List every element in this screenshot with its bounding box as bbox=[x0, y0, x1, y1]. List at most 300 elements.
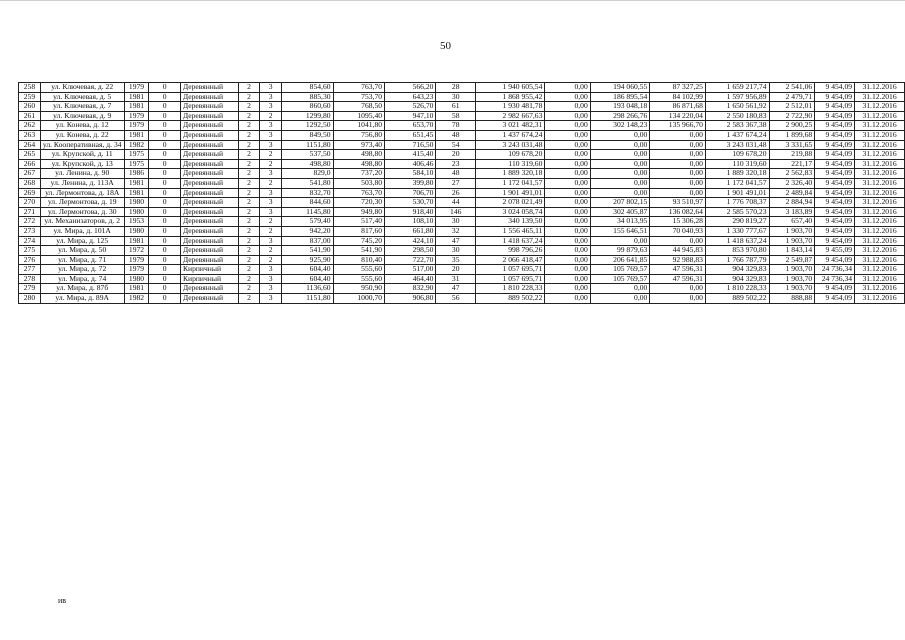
unit-cost-cell: 1 903,70 bbox=[769, 236, 815, 246]
total-cost-cell: 2 982 667,63 bbox=[475, 111, 544, 121]
year-cell: 1979 bbox=[124, 265, 149, 275]
completion-date-cell: 31.12.2016 bbox=[855, 188, 905, 198]
year-cell: 1972 bbox=[124, 246, 149, 256]
funding-4-cell: 904 329,83 bbox=[705, 274, 769, 284]
address-cell: ул. Лермонтова, д. 19 bbox=[40, 198, 124, 208]
funding-1-cell: 0,00 bbox=[545, 207, 590, 217]
living-area-cell: 517,40 bbox=[333, 217, 385, 227]
wall-material-cell: Деревянный bbox=[180, 92, 238, 102]
unit-cost-cell: 1 843,14 bbox=[769, 246, 815, 256]
living-area-cell: 503,80 bbox=[333, 178, 385, 188]
funding-1-cell: 0,00 bbox=[545, 255, 590, 265]
housing-registry-table bbox=[18, 82, 905, 304]
max-cost-cell: 9 454,09 bbox=[815, 169, 855, 179]
max-cost-cell: 24 736,34 bbox=[815, 265, 855, 275]
wall-material-cell: Деревянный bbox=[180, 217, 238, 227]
flag-cell: 0 bbox=[149, 178, 180, 188]
unit-cost-cell: 3 331,65 bbox=[769, 140, 815, 150]
residents-cell: 47 bbox=[436, 236, 475, 246]
unit-cost-cell: 888,88 bbox=[769, 294, 815, 304]
funding-4-cell: 110 319,60 bbox=[705, 159, 769, 169]
max-cost-cell: 9 454,09 bbox=[815, 207, 855, 217]
year-cell: 1953 bbox=[124, 217, 149, 227]
residential-area-cell: 108,10 bbox=[385, 217, 436, 227]
address-cell: ул. Мира, д. 87б bbox=[40, 284, 124, 294]
year-cell: 1982 bbox=[124, 294, 149, 304]
funding-4-cell: 2 550 180,83 bbox=[705, 111, 769, 121]
funding-4-cell: 290 819,27 bbox=[705, 217, 769, 227]
funding-3-cell: 0,00 bbox=[650, 294, 706, 304]
total-area-cell: 849,50 bbox=[282, 130, 334, 140]
completion-date-cell: 31.12.2016 bbox=[855, 83, 905, 93]
funding-3-cell: 92 988,83 bbox=[650, 255, 706, 265]
funding-3-cell: 86 871,68 bbox=[650, 102, 706, 112]
floors-cell: 2 bbox=[238, 294, 260, 304]
flag-cell: 0 bbox=[149, 111, 180, 121]
funding-3-cell: 0,00 bbox=[650, 236, 706, 246]
address-cell: ул. Конева, д. 12 bbox=[40, 121, 124, 131]
floors-cell: 2 bbox=[238, 188, 260, 198]
total-area-cell: 1136,60 bbox=[282, 284, 334, 294]
funding-1-cell: 0,00 bbox=[545, 140, 590, 150]
completion-date-cell: 31.12.2016 bbox=[855, 226, 905, 236]
table-row bbox=[19, 188, 905, 198]
total-area-cell: 844,60 bbox=[282, 198, 334, 208]
completion-date-cell: 31.12.2016 bbox=[855, 111, 905, 121]
residents-cell: 146 bbox=[436, 207, 475, 217]
total-cost-cell: 3 024 058,74 bbox=[475, 207, 544, 217]
entrances-cell: 3 bbox=[260, 236, 282, 246]
residents-cell: 31 bbox=[436, 274, 475, 284]
row-number-cell: 265 bbox=[19, 150, 41, 160]
floors-cell: 2 bbox=[238, 265, 260, 275]
flag-cell: 0 bbox=[149, 265, 180, 275]
table-row bbox=[19, 121, 905, 131]
living-area-cell: 1095,40 bbox=[333, 111, 385, 121]
address-cell: ул. Мира, д. 101А bbox=[40, 226, 124, 236]
living-area-cell: 949,80 bbox=[333, 207, 385, 217]
row-number-cell: 270 bbox=[19, 198, 41, 208]
table-row bbox=[19, 92, 905, 102]
residents-cell: 23 bbox=[436, 159, 475, 169]
funding-2-cell: 0,00 bbox=[590, 159, 650, 169]
row-number-cell: 272 bbox=[19, 217, 41, 227]
funding-1-cell: 0,00 bbox=[545, 265, 590, 275]
floors-cell: 2 bbox=[238, 246, 260, 256]
funding-4-cell: 1 901 491,01 bbox=[705, 188, 769, 198]
wall-material-cell: Деревянный bbox=[180, 111, 238, 121]
living-area-cell: 720,30 bbox=[333, 198, 385, 208]
wall-material-cell: Деревянный bbox=[180, 188, 238, 198]
total-cost-cell: 1 889 320,18 bbox=[475, 169, 544, 179]
entrances-cell: 3 bbox=[260, 140, 282, 150]
floors-cell: 2 bbox=[238, 169, 260, 179]
total-area-cell: 1151,80 bbox=[282, 140, 334, 150]
funding-2-cell: 0,00 bbox=[590, 140, 650, 150]
completion-date-cell: 31.12.2016 bbox=[855, 150, 905, 160]
row-number-cell: 262 bbox=[19, 121, 41, 131]
completion-date-cell: 31.12.2016 bbox=[855, 255, 905, 265]
floors-cell: 2 bbox=[238, 130, 260, 140]
funding-1-cell: 0,00 bbox=[545, 150, 590, 160]
entrances-cell: 3 bbox=[260, 265, 282, 275]
funding-1-cell: 0,00 bbox=[545, 284, 590, 294]
funding-4-cell: 109 678,20 bbox=[705, 150, 769, 160]
living-area-cell: 555,60 bbox=[333, 265, 385, 275]
table-row bbox=[19, 255, 905, 265]
funding-2-cell: 302 148,23 bbox=[590, 121, 650, 131]
entrances-cell: 3 bbox=[260, 130, 282, 140]
total-area-cell: 1151,80 bbox=[282, 294, 334, 304]
unit-cost-cell: 2 541,06 bbox=[769, 83, 815, 93]
table-row bbox=[19, 274, 905, 284]
residents-cell: 28 bbox=[436, 83, 475, 93]
unit-cost-cell: 657,40 bbox=[769, 217, 815, 227]
total-cost-cell: 1 810 228,33 bbox=[475, 284, 544, 294]
table-row bbox=[19, 83, 905, 93]
funding-3-cell: 0,00 bbox=[650, 150, 706, 160]
flag-cell: 0 bbox=[149, 102, 180, 112]
wall-material-cell: Деревянный bbox=[180, 121, 238, 131]
funding-1-cell: 0,00 bbox=[545, 274, 590, 284]
unit-cost-cell: 1 903,70 bbox=[769, 226, 815, 236]
total-area-cell: 925,90 bbox=[282, 255, 334, 265]
wall-material-cell: Деревянный bbox=[180, 284, 238, 294]
scan-top-edge bbox=[0, 0, 905, 1]
completion-date-cell: 31.12.2016 bbox=[855, 169, 905, 179]
total-area-cell: 541,80 bbox=[282, 178, 334, 188]
max-cost-cell: 9 454,09 bbox=[815, 102, 855, 112]
entrances-cell: 3 bbox=[260, 207, 282, 217]
residents-cell: 58 bbox=[436, 111, 475, 121]
residential-area-cell: 424,10 bbox=[385, 236, 436, 246]
floors-cell: 2 bbox=[238, 150, 260, 160]
living-area-cell: 1000,70 bbox=[333, 294, 385, 304]
funding-3-cell: 0,00 bbox=[650, 169, 706, 179]
residential-area-cell: 716,50 bbox=[385, 140, 436, 150]
floors-cell: 2 bbox=[238, 159, 260, 169]
total-cost-cell: 1 418 637,24 bbox=[475, 236, 544, 246]
address-cell: ул. Ленина, д. 113А bbox=[40, 178, 124, 188]
floors-cell: 2 bbox=[238, 121, 260, 131]
wall-material-cell: Деревянный bbox=[180, 207, 238, 217]
completion-date-cell: 31.12.2016 bbox=[855, 207, 905, 217]
entrances-cell: 2 bbox=[260, 226, 282, 236]
total-area-cell: 1292,50 bbox=[282, 121, 334, 131]
residents-cell: 26 bbox=[436, 188, 475, 198]
entrances-cell: 3 bbox=[260, 83, 282, 93]
flag-cell: 0 bbox=[149, 274, 180, 284]
residents-cell: 56 bbox=[436, 294, 475, 304]
table-row bbox=[19, 246, 905, 256]
max-cost-cell: 9 454,09 bbox=[815, 140, 855, 150]
max-cost-cell: 9 454,09 bbox=[815, 284, 855, 294]
year-cell: 1980 bbox=[124, 207, 149, 217]
row-number-cell: 267 bbox=[19, 169, 41, 179]
row-number-cell: 266 bbox=[19, 159, 41, 169]
residents-cell: 20 bbox=[436, 265, 475, 275]
max-cost-cell: 9 454,09 bbox=[815, 236, 855, 246]
row-number-cell: 279 bbox=[19, 284, 41, 294]
residential-area-cell: 415,40 bbox=[385, 150, 436, 160]
total-cost-cell: 1 437 674,24 bbox=[475, 130, 544, 140]
wall-material-cell: Деревянный bbox=[180, 226, 238, 236]
funding-2-cell: 207 802,15 bbox=[590, 198, 650, 208]
living-area-cell: 973,40 bbox=[333, 140, 385, 150]
completion-date-cell: 31.12.2016 bbox=[855, 178, 905, 188]
funding-3-cell: 15 306,28 bbox=[650, 217, 706, 227]
living-area-cell: 810,40 bbox=[333, 255, 385, 265]
funding-2-cell: 194 060,55 bbox=[590, 83, 650, 93]
row-number-cell: 271 bbox=[19, 207, 41, 217]
total-area-cell: 860,60 bbox=[282, 102, 334, 112]
total-cost-cell: 1 940 605,54 bbox=[475, 83, 544, 93]
address-cell: ул. Мира, д. 72 bbox=[40, 265, 124, 275]
funding-4-cell: 1 172 041,57 bbox=[705, 178, 769, 188]
residents-cell: 30 bbox=[436, 217, 475, 227]
funding-2-cell: 186 895,54 bbox=[590, 92, 650, 102]
total-area-cell: 832,70 bbox=[282, 188, 334, 198]
address-cell: ул. Крупской, д. 13 bbox=[40, 159, 124, 169]
residential-area-cell: 643,23 bbox=[385, 92, 436, 102]
funding-4-cell: 1 766 787,79 bbox=[705, 255, 769, 265]
row-number-cell: 278 bbox=[19, 274, 41, 284]
address-cell: ул. Механизаторов, д. 2 bbox=[40, 217, 124, 227]
table-row bbox=[19, 159, 905, 169]
residential-area-cell: 464,40 bbox=[385, 274, 436, 284]
year-cell: 1979 bbox=[124, 83, 149, 93]
funding-3-cell: 0,00 bbox=[650, 140, 706, 150]
funding-2-cell: 298 266,76 bbox=[590, 111, 650, 121]
address-cell: ул. Ключевая, д. 5 bbox=[40, 92, 124, 102]
funding-3-cell: 87 327,25 bbox=[650, 83, 706, 93]
row-number-cell: 275 bbox=[19, 246, 41, 256]
unit-cost-cell: 2 562,83 bbox=[769, 169, 815, 179]
entrances-cell: 3 bbox=[260, 274, 282, 284]
completion-date-cell: 31.12.2016 bbox=[855, 198, 905, 208]
entrances-cell: 2 bbox=[260, 217, 282, 227]
flag-cell: 0 bbox=[149, 236, 180, 246]
residents-cell: 44 bbox=[436, 198, 475, 208]
year-cell: 1981 bbox=[124, 178, 149, 188]
unit-cost-cell: 2 489,84 bbox=[769, 188, 815, 198]
flag-cell: 0 bbox=[149, 83, 180, 93]
total-cost-cell: 1 930 481,78 bbox=[475, 102, 544, 112]
max-cost-cell: 9 454,09 bbox=[815, 188, 855, 198]
wall-material-cell: Кирпичный bbox=[180, 265, 238, 275]
flag-cell: 0 bbox=[149, 284, 180, 294]
address-cell: ул. Кооперативная, д. 34 bbox=[40, 140, 124, 150]
completion-date-cell: 31.12.2016 bbox=[855, 284, 905, 294]
total-cost-cell: 340 139,50 bbox=[475, 217, 544, 227]
unit-cost-cell: 1 903,70 bbox=[769, 265, 815, 275]
unit-cost-cell: 219,88 bbox=[769, 150, 815, 160]
funding-1-cell: 0,00 bbox=[545, 246, 590, 256]
unit-cost-cell: 221,17 bbox=[769, 159, 815, 169]
completion-date-cell: 31.12.2016 bbox=[855, 121, 905, 131]
flag-cell: 0 bbox=[149, 140, 180, 150]
floors-cell: 2 bbox=[238, 198, 260, 208]
funding-2-cell: 105 769,57 bbox=[590, 265, 650, 275]
table-row bbox=[19, 236, 905, 246]
funding-3-cell: 47 596,31 bbox=[650, 274, 706, 284]
living-area-cell: 763,70 bbox=[333, 83, 385, 93]
row-number-cell: 274 bbox=[19, 236, 41, 246]
total-area-cell: 604,40 bbox=[282, 274, 334, 284]
floors-cell: 2 bbox=[238, 111, 260, 121]
total-cost-cell: 1 556 465,11 bbox=[475, 226, 544, 236]
row-number-cell: 268 bbox=[19, 178, 41, 188]
max-cost-cell: 9 454,09 bbox=[815, 92, 855, 102]
unit-cost-cell: 2 512,01 bbox=[769, 102, 815, 112]
entrances-cell: 3 bbox=[260, 92, 282, 102]
funding-4-cell: 1 776 708,37 bbox=[705, 198, 769, 208]
entrances-cell: 2 bbox=[260, 246, 282, 256]
living-area-cell: 768,50 bbox=[333, 102, 385, 112]
funding-2-cell: 34 013,95 bbox=[590, 217, 650, 227]
residential-area-cell: 298,50 bbox=[385, 246, 436, 256]
max-cost-cell: 24 736,34 bbox=[815, 274, 855, 284]
living-area-cell: 498,80 bbox=[333, 159, 385, 169]
funding-4-cell: 1 650 561,92 bbox=[705, 102, 769, 112]
year-cell: 1981 bbox=[124, 102, 149, 112]
flag-cell: 0 bbox=[149, 188, 180, 198]
entrances-cell: 3 bbox=[260, 294, 282, 304]
funding-3-cell: 0,00 bbox=[650, 188, 706, 198]
address-cell: ул. Мира, д. 89А bbox=[40, 294, 124, 304]
total-cost-cell: 1 057 695,71 bbox=[475, 274, 544, 284]
funding-2-cell: 302 405,87 bbox=[590, 207, 650, 217]
entrances-cell: 3 bbox=[260, 284, 282, 294]
year-cell: 1981 bbox=[124, 92, 149, 102]
funding-2-cell: 0,00 bbox=[590, 294, 650, 304]
flag-cell: 0 bbox=[149, 255, 180, 265]
funding-4-cell: 904 329,83 bbox=[705, 265, 769, 275]
funding-1-cell: 0,00 bbox=[545, 198, 590, 208]
year-cell: 1986 bbox=[124, 169, 149, 179]
funding-1-cell: 0,00 bbox=[545, 159, 590, 169]
funding-2-cell: 0,00 bbox=[590, 284, 650, 294]
table-row bbox=[19, 294, 905, 304]
entrances-cell: 2 bbox=[260, 178, 282, 188]
flag-cell: 0 bbox=[149, 226, 180, 236]
unit-cost-cell: 2 722,90 bbox=[769, 111, 815, 121]
max-cost-cell: 9 454,09 bbox=[815, 111, 855, 121]
unit-cost-cell: 2 900,25 bbox=[769, 121, 815, 131]
completion-date-cell: 31.12.2016 bbox=[855, 92, 905, 102]
residents-cell: 61 bbox=[436, 102, 475, 112]
total-cost-cell: 1 868 955,42 bbox=[475, 92, 544, 102]
total-cost-cell: 2 066 418,47 bbox=[475, 255, 544, 265]
unit-cost-cell: 1 903,70 bbox=[769, 274, 815, 284]
address-cell: ул. Ключевая, д. 7 bbox=[40, 102, 124, 112]
funding-2-cell: 0,00 bbox=[590, 169, 650, 179]
funding-2-cell: 155 646,51 bbox=[590, 226, 650, 236]
funding-4-cell: 853 970,80 bbox=[705, 246, 769, 256]
residents-cell: 47 bbox=[436, 284, 475, 294]
flag-cell: 0 bbox=[149, 217, 180, 227]
floors-cell: 2 bbox=[238, 207, 260, 217]
residential-area-cell: 832,90 bbox=[385, 284, 436, 294]
living-area-cell: 745,20 bbox=[333, 236, 385, 246]
wall-material-cell: Деревянный bbox=[180, 140, 238, 150]
entrances-cell: 3 bbox=[260, 169, 282, 179]
unit-cost-cell: 1 899,68 bbox=[769, 130, 815, 140]
floors-cell: 2 bbox=[238, 255, 260, 265]
table-row bbox=[19, 140, 905, 150]
table-row bbox=[19, 111, 905, 121]
living-area-cell: 541,90 bbox=[333, 246, 385, 256]
row-number-cell: 273 bbox=[19, 226, 41, 236]
year-cell: 1982 bbox=[124, 140, 149, 150]
table-row bbox=[19, 217, 905, 227]
year-cell: 1975 bbox=[124, 150, 149, 160]
funding-4-cell: 1 810 228,33 bbox=[705, 284, 769, 294]
max-cost-cell: 9 454,09 bbox=[815, 226, 855, 236]
funding-1-cell: 0,00 bbox=[545, 102, 590, 112]
table-row bbox=[19, 130, 905, 140]
address-cell: ул. Конева, д. 22 bbox=[40, 130, 124, 140]
total-area-cell: 1299,80 bbox=[282, 111, 334, 121]
funding-1-cell: 0,00 bbox=[545, 217, 590, 227]
residential-area-cell: 661,80 bbox=[385, 226, 436, 236]
wall-material-cell: Деревянный bbox=[180, 236, 238, 246]
address-cell: ул. Ключевая, д. 22 bbox=[40, 83, 124, 93]
flag-cell: 0 bbox=[149, 159, 180, 169]
completion-date-cell: 31.12.2016 bbox=[855, 140, 905, 150]
funding-4-cell: 1 597 956,89 bbox=[705, 92, 769, 102]
entrances-cell: 3 bbox=[260, 198, 282, 208]
funding-3-cell: 135 966,70 bbox=[650, 121, 706, 131]
funding-3-cell: 44 945,83 bbox=[650, 246, 706, 256]
wall-material-cell: Деревянный bbox=[180, 83, 238, 93]
funding-2-cell: 206 641,85 bbox=[590, 255, 650, 265]
wall-material-cell: Деревянный bbox=[180, 102, 238, 112]
wall-material-cell: Деревянный bbox=[180, 178, 238, 188]
entrances-cell: 3 bbox=[260, 188, 282, 198]
funding-4-cell: 2 583 367,38 bbox=[705, 121, 769, 131]
year-cell: 1979 bbox=[124, 255, 149, 265]
flag-cell: 0 bbox=[149, 198, 180, 208]
wall-material-cell: Деревянный bbox=[180, 294, 238, 304]
funding-3-cell: 0,00 bbox=[650, 284, 706, 294]
year-cell: 1979 bbox=[124, 121, 149, 131]
table-row bbox=[19, 265, 905, 275]
year-cell: 1981 bbox=[124, 284, 149, 294]
total-area-cell: 885,30 bbox=[282, 92, 334, 102]
max-cost-cell: 9 454,09 bbox=[815, 121, 855, 131]
table-row bbox=[19, 226, 905, 236]
table-row bbox=[19, 207, 905, 217]
total-cost-cell: 998 796,26 bbox=[475, 246, 544, 256]
residential-area-cell: 406,46 bbox=[385, 159, 436, 169]
wall-material-cell: Деревянный bbox=[180, 246, 238, 256]
unit-cost-cell: 2 479,71 bbox=[769, 92, 815, 102]
residential-area-cell: 651,45 bbox=[385, 130, 436, 140]
row-number-cell: 263 bbox=[19, 130, 41, 140]
wall-material-cell: Деревянный bbox=[180, 159, 238, 169]
funding-4-cell: 2 585 570,23 bbox=[705, 207, 769, 217]
residents-cell: 78 bbox=[436, 121, 475, 131]
flag-cell: 0 bbox=[149, 294, 180, 304]
residents-cell: 48 bbox=[436, 130, 475, 140]
residential-area-cell: 947,10 bbox=[385, 111, 436, 121]
funding-4-cell: 889 502,22 bbox=[705, 294, 769, 304]
funding-1-cell: 0,00 bbox=[545, 294, 590, 304]
funding-3-cell: 93 510,97 bbox=[650, 198, 706, 208]
floors-cell: 2 bbox=[238, 274, 260, 284]
wall-material-cell: Деревянный bbox=[180, 255, 238, 265]
